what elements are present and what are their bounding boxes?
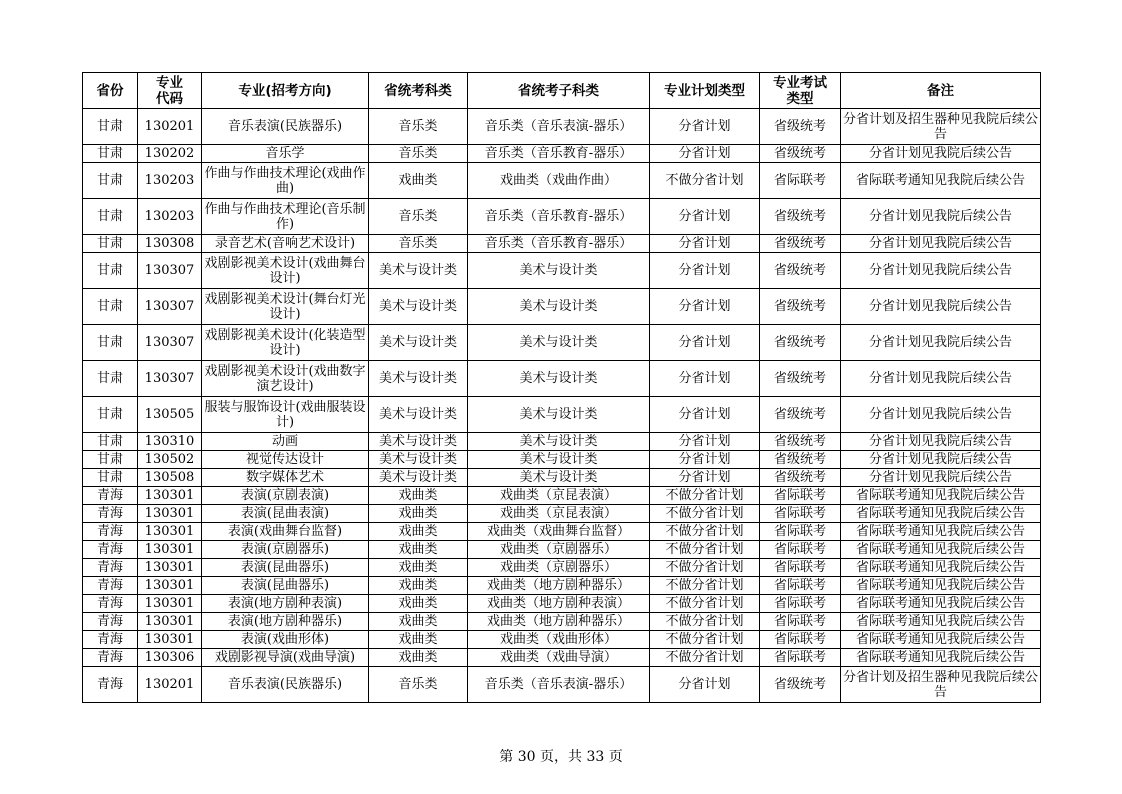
header-exam-category: 省统考科类 [369,73,468,109]
exam-type-cell: 省际联考 [760,631,841,649]
table-row [83,145,1041,163]
exam-category-cell: 音乐类 [369,235,468,253]
major-cell: 戏剧影视美术设计(舞台灯光设计) [202,289,369,325]
exam-subcategory-cell: 戏曲类（地方剧种表演） [468,595,650,613]
exam-category-cell: 美术与设计类 [369,469,468,487]
major-code-cell: 130307 [138,325,202,361]
remarks-cell: 省际联考通知见我院后续公告 [841,649,1041,667]
major-code-cell: 130201 [138,109,202,145]
major-cell: 表演(昆曲器乐) [202,559,369,577]
province-cell: 青海 [83,577,138,595]
table-row [83,487,1041,505]
major-code-cell: 130307 [138,361,202,397]
remarks-cell: 分省计划见我院后续公告 [841,325,1041,361]
exam-subcategory-cell: 戏曲类（京剧器乐） [468,559,650,577]
exam-type-cell: 省级统考 [760,469,841,487]
exam-subcategory-cell: 音乐类（音乐教育-器乐） [468,235,650,253]
exam-subcategory-cell: 音乐类（音乐表演-器乐） [468,667,650,703]
plan-type-cell: 不做分省计划 [650,649,760,667]
remarks-cell: 省际联考通知见我院后续公告 [841,541,1041,559]
exam-category-cell: 音乐类 [369,145,468,163]
major-cell: 表演(地方剧种表演) [202,595,369,613]
exam-category-cell: 美术与设计类 [369,361,468,397]
header-province: 省份 [83,73,138,109]
plan-type-cell: 不做分省计划 [650,631,760,649]
province-cell: 甘肃 [83,199,138,235]
header-major-code: 专业 代码 [138,73,202,109]
exam-category-cell: 戏曲类 [369,613,468,631]
major-code-cell: 130301 [138,595,202,613]
remarks-cell: 省际联考通知见我院后续公告 [841,523,1041,541]
remarks-cell: 省际联考通知见我院后续公告 [841,559,1041,577]
exam-type-cell: 省际联考 [760,541,841,559]
exam-category-cell: 戏曲类 [369,163,468,199]
major-cell: 戏剧影视美术设计(戏曲舞台设计) [202,253,369,289]
plan-type-cell: 不做分省计划 [650,595,760,613]
table-row [83,649,1041,667]
exam-type-cell: 省级统考 [760,361,841,397]
exam-subcategory-cell: 戏曲类（地方剧种器乐） [468,613,650,631]
remarks-cell: 分省计划见我院后续公告 [841,469,1041,487]
table-row [83,469,1041,487]
major-code-cell: 130301 [138,541,202,559]
page-footer: 第 30 页，共 33 页 [499,749,623,765]
exam-subcategory-cell: 音乐类（音乐教育-器乐） [468,199,650,235]
table-row [83,397,1041,433]
exam-type-cell: 省级统考 [760,253,841,289]
exam-type-cell: 省级统考 [760,145,841,163]
table-row [83,595,1041,613]
plan-type-cell: 不做分省计划 [650,613,760,631]
exam-category-cell: 戏曲类 [369,595,468,613]
province-cell: 甘肃 [83,289,138,325]
remarks-cell: 分省计划见我院后续公告 [841,253,1041,289]
exam-type-cell: 省级统考 [760,667,841,703]
major-cell: 数字媒体艺术 [202,469,369,487]
plan-type-cell: 分省计划 [650,253,760,289]
province-cell: 青海 [83,649,138,667]
major-code-cell: 130301 [138,523,202,541]
province-cell: 甘肃 [83,109,138,145]
major-cell: 表演(昆曲表演) [202,505,369,523]
major-code-cell: 130308 [138,235,202,253]
major-code-cell: 130202 [138,145,202,163]
major-cell: 视觉传达设计 [202,451,369,469]
table-row [83,235,1041,253]
plan-type-cell: 分省计划 [650,469,760,487]
remarks-cell: 省际联考通知见我院后续公告 [841,163,1041,199]
plan-type-cell: 不做分省计划 [650,505,760,523]
exam-category-cell: 戏曲类 [369,505,468,523]
exam-subcategory-cell: 戏曲类（京昆表演） [468,487,650,505]
exam-subcategory-cell: 美术与设计类 [468,451,650,469]
header-plan-type: 专业计划类型 [650,73,760,109]
exam-type-cell: 省级统考 [760,397,841,433]
remarks-cell: 分省计划见我院后续公告 [841,433,1041,451]
exam-subcategory-cell: 戏曲类（戏曲作曲） [468,163,650,199]
remarks-cell: 分省计划见我院后续公告 [841,235,1041,253]
exam-subcategory-cell: 美术与设计类 [468,325,650,361]
table-row [83,109,1041,145]
table-row [83,163,1041,199]
exam-subcategory-cell: 戏曲类（京剧器乐） [468,541,650,559]
exam-category-cell: 戏曲类 [369,577,468,595]
province-cell: 青海 [83,505,138,523]
exam-category-cell: 音乐类 [369,199,468,235]
plan-type-cell: 分省计划 [650,145,760,163]
major-cell: 表演(昆曲器乐) [202,577,369,595]
major-cell: 作曲与作曲技术理论(戏曲作曲) [202,163,369,199]
exam-type-cell: 省际联考 [760,649,841,667]
exam-subcategory-cell: 戏曲类（戏曲导演） [468,649,650,667]
major-code-cell: 130201 [138,667,202,703]
major-code-cell: 130301 [138,559,202,577]
plan-type-cell: 不做分省计划 [650,541,760,559]
plan-type-cell: 分省计划 [650,361,760,397]
major-code-cell: 130203 [138,163,202,199]
remarks-cell: 分省计划及招生器种见我院后续公告 [841,109,1041,145]
province-cell: 青海 [83,613,138,631]
remarks-cell: 分省计划见我院后续公告 [841,199,1041,235]
plan-type-cell: 分省计划 [650,325,760,361]
exam-type-cell: 省级统考 [760,235,841,253]
exam-type-cell: 省级统考 [760,289,841,325]
remarks-cell: 省际联考通知见我院后续公告 [841,595,1041,613]
exam-category-cell: 美术与设计类 [369,397,468,433]
table-row [83,577,1041,595]
exam-type-cell: 省级统考 [760,451,841,469]
exam-type-cell: 省际联考 [760,523,841,541]
exam-type-cell: 省际联考 [760,163,841,199]
exam-category-cell: 美术与设计类 [369,325,468,361]
exam-subcategory-cell: 美术与设计类 [468,289,650,325]
table-row [83,523,1041,541]
province-cell: 青海 [83,631,138,649]
major-code-cell: 130301 [138,577,202,595]
exam-category-cell: 美术与设计类 [369,451,468,469]
major-cell: 表演(地方剧种器乐) [202,613,369,631]
remarks-cell: 分省计划见我院后续公告 [841,451,1041,469]
major-cell: 表演(京剧器乐) [202,541,369,559]
exam-subcategory-cell: 美术与设计类 [468,469,650,487]
exam-category-cell: 美术与设计类 [369,433,468,451]
remarks-cell: 省际联考通知见我院后续公告 [841,487,1041,505]
major-cell: 戏剧影视导演(戏曲导演) [202,649,369,667]
major-code-cell: 130505 [138,397,202,433]
exam-subcategory-cell: 戏曲类（戏曲舞台监督） [468,523,650,541]
exam-subcategory-cell: 美术与设计类 [468,253,650,289]
table-row [83,361,1041,397]
exam-type-cell: 省级统考 [760,325,841,361]
remarks-cell: 分省计划见我院后续公告 [841,361,1041,397]
province-cell: 青海 [83,667,138,703]
plan-type-cell: 不做分省计划 [650,577,760,595]
exam-subcategory-cell: 戏曲类（地方剧种器乐） [468,577,650,595]
exam-subcategory-cell: 音乐类（音乐表演-器乐） [468,109,650,145]
major-cell: 音乐学 [202,145,369,163]
plan-type-cell: 不做分省计划 [650,163,760,199]
exam-subcategory-cell: 戏曲类（戏曲形体） [468,631,650,649]
remarks-cell: 分省计划见我院后续公告 [841,397,1041,433]
major-code-cell: 130306 [138,649,202,667]
exam-subcategory-cell: 音乐类（音乐教育-器乐） [468,145,650,163]
admissions-table [82,72,1041,703]
table-row [83,289,1041,325]
major-cell: 表演(戏曲舞台监督) [202,523,369,541]
exam-category-cell: 音乐类 [369,109,468,145]
major-code-cell: 130310 [138,433,202,451]
exam-category-cell: 戏曲类 [369,649,468,667]
province-cell: 青海 [83,487,138,505]
major-cell: 表演(戏曲形体) [202,631,369,649]
province-cell: 青海 [83,595,138,613]
province-cell: 甘肃 [83,163,138,199]
header-exam-type: 专业考试 类型 [760,73,841,109]
major-cell: 音乐表演(民族器乐) [202,109,369,145]
major-code-cell: 130301 [138,613,202,631]
remarks-cell: 省际联考通知见我院后续公告 [841,577,1041,595]
plan-type-cell: 分省计划 [650,235,760,253]
remarks-cell: 省际联考通知见我院后续公告 [841,613,1041,631]
header-row [83,73,1041,109]
exam-category-cell: 戏曲类 [369,559,468,577]
remarks-cell: 分省计划及招生器种见我院后续公告 [841,667,1041,703]
exam-subcategory-cell: 戏曲类（京昆表演） [468,505,650,523]
major-code-cell: 130301 [138,631,202,649]
exam-category-cell: 戏曲类 [369,487,468,505]
major-cell: 表演(京剧表演) [202,487,369,505]
major-code-cell: 130307 [138,289,202,325]
table-row [83,541,1041,559]
major-cell: 作曲与作曲技术理论(音乐制作) [202,199,369,235]
major-cell: 动画 [202,433,369,451]
exam-subcategory-cell: 美术与设计类 [468,433,650,451]
plan-type-cell: 分省计划 [650,451,760,469]
exam-type-cell: 省际联考 [760,505,841,523]
exam-type-cell: 省际联考 [760,577,841,595]
province-cell: 甘肃 [83,145,138,163]
major-code-cell: 130301 [138,505,202,523]
header-major: 专业(招考方向) [202,73,369,109]
table-row [83,559,1041,577]
table-row [83,505,1041,523]
province-cell: 甘肃 [83,235,138,253]
exam-category-cell: 戏曲类 [369,631,468,649]
plan-type-cell: 分省计划 [650,109,760,145]
province-cell: 甘肃 [83,433,138,451]
table-row [83,613,1041,631]
major-code-cell: 130301 [138,487,202,505]
table-row [83,253,1041,289]
exam-category-cell: 戏曲类 [369,523,468,541]
major-cell: 戏剧影视美术设计(化装造型设计) [202,325,369,361]
table-row [83,199,1041,235]
exam-subcategory-cell: 美术与设计类 [468,397,650,433]
exam-category-cell: 戏曲类 [369,541,468,559]
plan-type-cell: 分省计划 [650,433,760,451]
plan-type-cell: 不做分省计划 [650,559,760,577]
plan-type-cell: 不做分省计划 [650,523,760,541]
exam-type-cell: 省际联考 [760,613,841,631]
plan-type-cell: 不做分省计划 [650,487,760,505]
remarks-cell: 省际联考通知见我院后续公告 [841,505,1041,523]
province-cell: 甘肃 [83,469,138,487]
remarks-cell: 分省计划见我院后续公告 [841,289,1041,325]
header-remarks: 备注 [841,73,1041,109]
province-cell: 甘肃 [83,451,138,469]
exam-type-cell: 省级统考 [760,433,841,451]
plan-type-cell: 分省计划 [650,667,760,703]
major-code-cell: 130508 [138,469,202,487]
major-code-cell: 130502 [138,451,202,469]
major-cell: 服装与服饰设计(戏曲服装设计) [202,397,369,433]
plan-type-cell: 分省计划 [650,397,760,433]
province-cell: 青海 [83,541,138,559]
major-code-cell: 130203 [138,199,202,235]
exam-type-cell: 省级统考 [760,109,841,145]
province-cell: 甘肃 [83,325,138,361]
province-cell: 青海 [83,523,138,541]
table-row [83,325,1041,361]
province-cell: 甘肃 [83,253,138,289]
exam-type-cell: 省际联考 [760,559,841,577]
remarks-cell: 分省计划见我院后续公告 [841,145,1041,163]
exam-type-cell: 省际联考 [760,487,841,505]
exam-type-cell: 省级统考 [760,199,841,235]
major-cell: 戏剧影视美术设计(戏曲数字演艺设计) [202,361,369,397]
major-cell: 录音艺术(音响艺术设计) [202,235,369,253]
table-row [83,667,1041,703]
plan-type-cell: 分省计划 [650,289,760,325]
province-cell: 甘肃 [83,397,138,433]
exam-category-cell: 音乐类 [369,667,468,703]
table-row [83,433,1041,451]
exam-category-cell: 美术与设计类 [369,253,468,289]
exam-category-cell: 美术与设计类 [369,289,468,325]
major-cell: 音乐表演(民族器乐) [202,667,369,703]
table-row [83,631,1041,649]
major-code-cell: 130307 [138,253,202,289]
header-exam-subcategory: 省统考子科类 [468,73,650,109]
table-row [83,451,1041,469]
remarks-cell: 省际联考通知见我院后续公告 [841,631,1041,649]
province-cell: 青海 [83,559,138,577]
plan-type-cell: 分省计划 [650,199,760,235]
province-cell: 甘肃 [83,361,138,397]
exam-subcategory-cell: 美术与设计类 [468,361,650,397]
exam-type-cell: 省际联考 [760,595,841,613]
